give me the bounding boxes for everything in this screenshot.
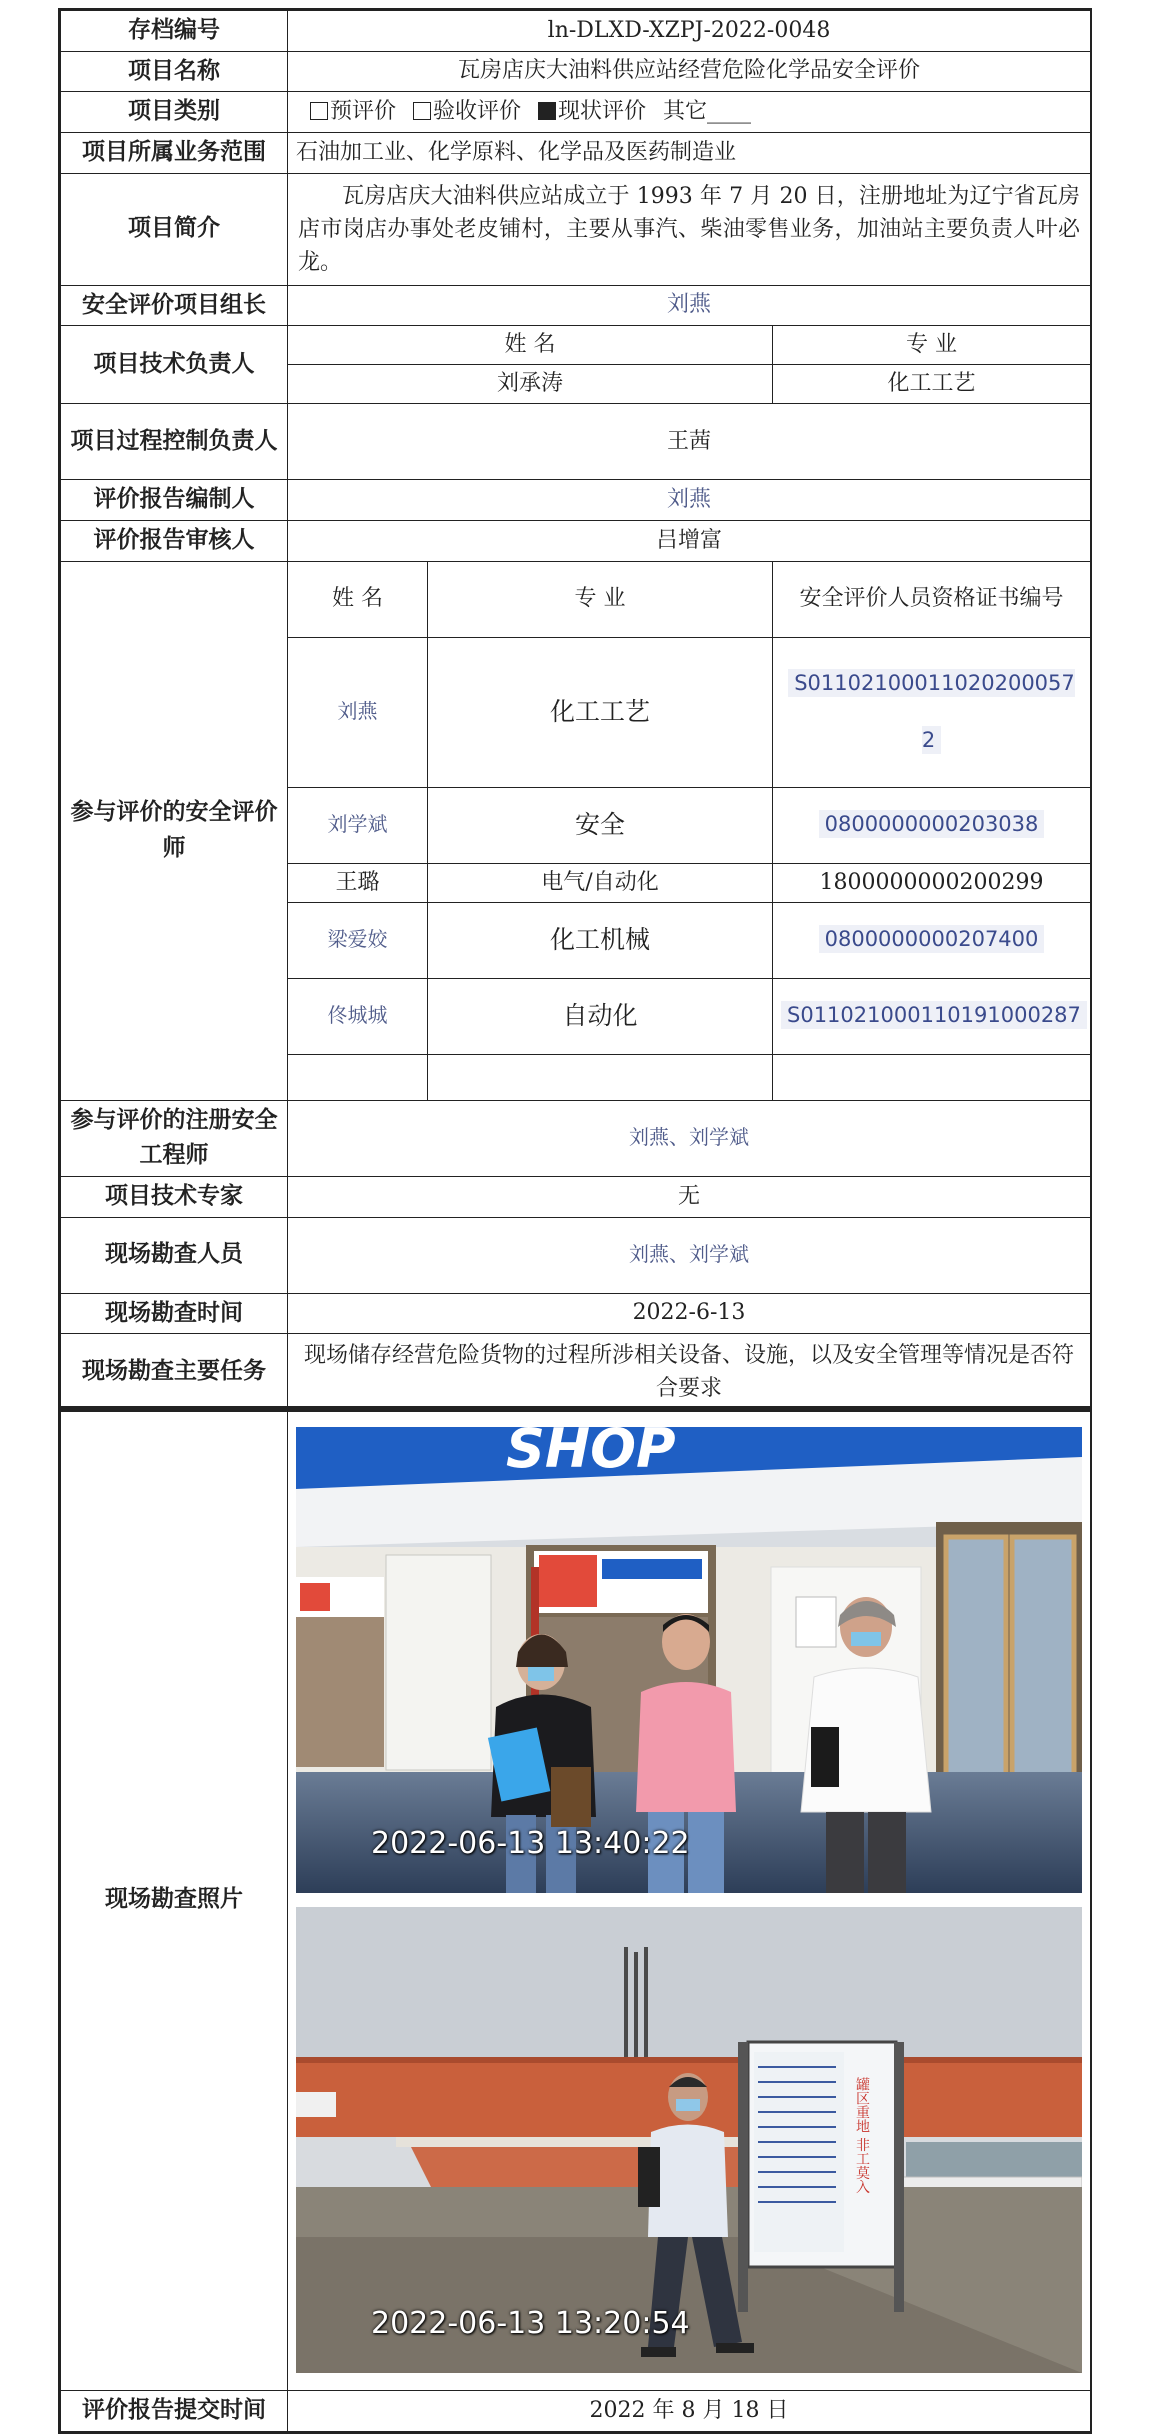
checkbox-acceptance-eval[interactable]: 验收评价: [413, 99, 521, 124]
evaluator-cert: S011021000110202000572: [788, 669, 1075, 754]
evaluators-cert-header: 安全评价人员资格证书编号: [773, 561, 1091, 637]
evaluator-cert: 0800000000207400: [819, 925, 1045, 953]
checkbox-status-eval[interactable]: 现状评价: [538, 99, 646, 124]
team-leader-value: 刘燕: [666, 292, 711, 318]
site-tasks-value: 现场储存经营危险货物的过程所涉相关设备、设施，以及安全管理等情况是否符合要求: [288, 1334, 1091, 1410]
evaluator-name: 佟城城: [327, 1003, 388, 1028]
photos-label: 现场勘查照片: [61, 1409, 288, 2391]
project-type-options: [288, 92, 1091, 133]
evaluator-name: 梁爱姣: [327, 927, 388, 952]
evaluator-name: 刘燕: [337, 699, 378, 724]
project-type-label: 项目类别: [61, 92, 288, 133]
evaluator-major: 自动化: [428, 978, 773, 1054]
tech-lead-major-header: 专 业: [773, 326, 1091, 365]
checkbox-pre-eval[interactable]: 预评价: [310, 99, 396, 124]
evaluator-major: 化工工艺: [428, 637, 773, 787]
photo-table: [58, 1406, 1092, 2434]
project-name-value: 瓦房店庆大油料供应站经营危险化学品安全评价: [288, 51, 1091, 92]
tank-area-warning-text: 罐区重地 非工莫入: [854, 2076, 870, 2193]
tech-lead-label: 项目技术负责人: [61, 326, 288, 404]
report-reviewer-value: 吕增富: [288, 521, 1091, 562]
site-photo-tank-area: [296, 1907, 1082, 2373]
evaluator-major: [428, 1054, 773, 1100]
tech-lead-name-header: 姓 名: [288, 326, 773, 365]
evaluator-major: 化工机械: [428, 902, 773, 978]
evaluator-cert: [773, 1054, 1091, 1100]
tech-lead-name: 刘承涛: [288, 365, 773, 404]
site-time-label: 现场勘查时间: [61, 1293, 288, 1334]
evaluator-major: 电气/自动化: [428, 863, 773, 902]
evaluator-major: 安全: [428, 787, 773, 863]
shop-sign-text: SHOP: [506, 1426, 676, 1480]
business-scope-value: 石油加工业、化学原料、化学品及医药制造业: [288, 132, 1091, 173]
report-author-label: 评价报告编制人: [61, 480, 288, 521]
tech-experts-label: 项目技术专家: [61, 1177, 288, 1218]
evaluators-label: 参与评价的安全评价师: [61, 561, 288, 1100]
business-scope-label: 项目所属业务范围: [61, 132, 288, 173]
team-leader-label: 安全评价项目组长: [61, 285, 288, 326]
site-tasks-label: 现场勘查主要任务: [61, 1334, 288, 1410]
submit-time-value: 2022 年 8 月 18 日: [288, 2391, 1091, 2432]
site-photo-shop: [296, 1427, 1082, 1893]
tech-experts-value: 无: [288, 1177, 1091, 1218]
evaluator-cert: 0800000000203038: [819, 810, 1045, 838]
info-table: [58, 8, 1092, 1412]
evaluator-name: 王璐: [288, 863, 428, 902]
report-reviewer-label: 评价报告审核人: [61, 521, 288, 562]
summary-value: 瓦房店庆大油料供应站成立于 1993 年 7 月 20 日，注册地址为辽宁省瓦房店市岗店办事处老皮铺村，主要从事汽、柴油零售业务，加油站主要负责人叶必龙。: [288, 173, 1091, 285]
summary-label: 项目简介: [61, 173, 288, 285]
site-staff-value: 刘燕、刘学斌: [629, 1242, 749, 1267]
submit-time-label: 评价报告提交时间: [61, 2391, 288, 2432]
registered-engineers-label: 参与评价的注册安全工程师: [61, 1100, 288, 1176]
report-author-value: 刘燕: [666, 487, 711, 513]
evaluators-major-header: 专 业: [428, 561, 773, 637]
photo-timestamp: 2022-06-13 13:20:54: [371, 2306, 690, 2341]
evaluator-name: [288, 1054, 428, 1100]
process-lead-label: 项目过程控制负责人: [61, 404, 288, 480]
archive-value: ln-DLXD-XZPJ-2022-0048: [288, 11, 1091, 52]
process-lead-value: 王茜: [288, 404, 1091, 480]
registered-engineers-value: 刘燕、刘学斌: [629, 1125, 749, 1150]
evaluator-cert: S011021000110191000287: [781, 1001, 1087, 1029]
evaluators-name-header: 姓 名: [288, 561, 428, 637]
site-staff-label: 现场勘查人员: [61, 1217, 288, 1293]
archive-label: 存档编号: [61, 11, 288, 52]
site-time-value: 2022-6-13: [288, 1293, 1091, 1334]
photo-timestamp: 2022-06-13 13:40:22: [371, 1826, 690, 1861]
other-type-field: 其它____: [663, 99, 752, 125]
evaluator-cert: 1800000000200299: [773, 863, 1091, 902]
tech-lead-major: 化工工艺: [773, 365, 1091, 404]
evaluator-name: 刘学斌: [327, 812, 388, 837]
project-name-label: 项目名称: [61, 51, 288, 92]
